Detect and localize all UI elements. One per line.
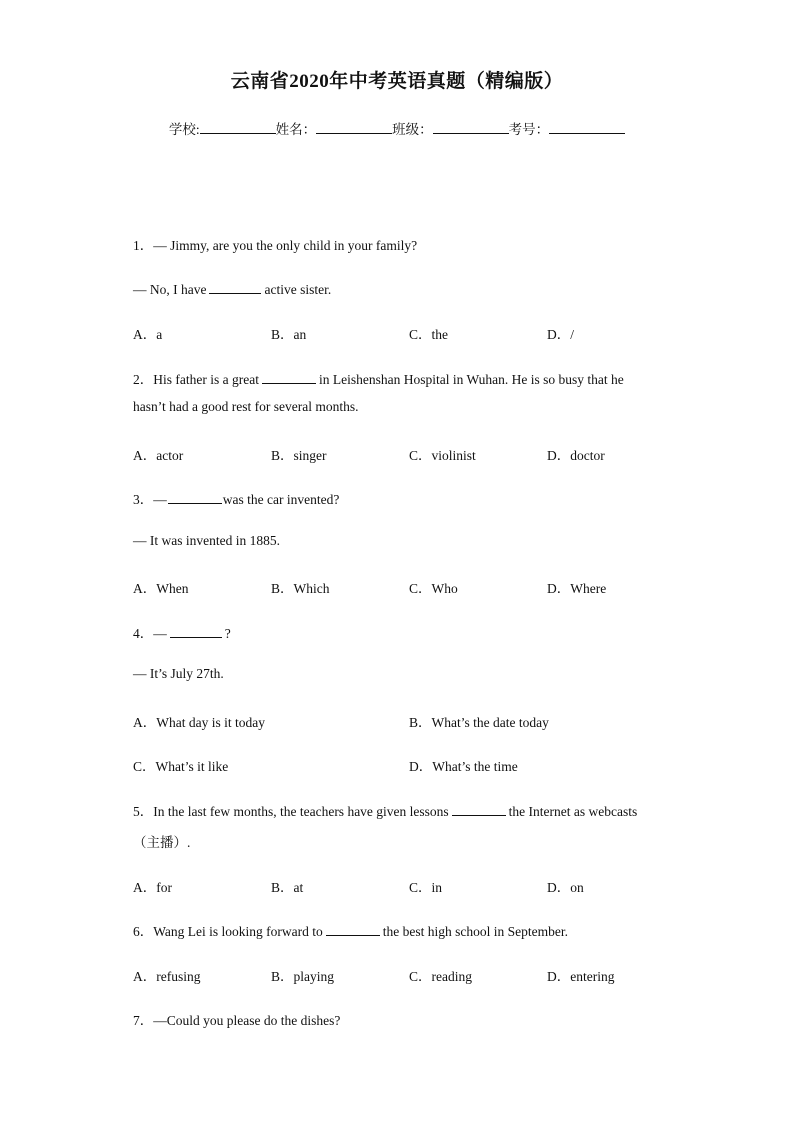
option-b: B．an xyxy=(271,327,307,342)
option-b: B．Which xyxy=(271,581,330,596)
question-text: Wang Lei is looking forward to xyxy=(153,924,323,939)
answer-blank xyxy=(209,279,261,294)
question-text: the best high school in September. xyxy=(382,924,568,939)
question-number: 7． xyxy=(133,1013,154,1028)
option-d: D．on xyxy=(547,880,584,895)
option-c: C．reading xyxy=(409,969,472,984)
option-d: D．/ xyxy=(547,327,574,342)
question-5-stem xyxy=(133,800,637,820)
answer-blank xyxy=(170,623,222,638)
option-a: A．When xyxy=(133,581,189,596)
page-title: 云南省2020年中考英语真题（精编版） xyxy=(230,71,564,92)
question-text: — xyxy=(153,626,167,641)
option-b: B．playing xyxy=(271,969,334,984)
question-5-stem-cont: （主播）. xyxy=(133,835,191,850)
option-d: D．entering xyxy=(547,969,615,984)
option-c: C．violinist xyxy=(409,448,476,463)
school-field[interactable] xyxy=(200,119,276,134)
question-text: ? xyxy=(224,626,231,641)
name-label: 姓名： xyxy=(275,122,317,137)
question-number: 3． xyxy=(133,492,154,507)
question-text: — Jimmy, are you the only child in your family? xyxy=(153,238,418,253)
id-field[interactable] xyxy=(549,119,625,134)
question-text: — No, I have xyxy=(133,282,207,297)
id-label: 考号： xyxy=(508,122,550,137)
question-number: 1． xyxy=(133,238,154,253)
student-info-line xyxy=(0,118,794,138)
question-text: In the last few months, the teachers have given lessons xyxy=(153,804,449,819)
option-c: C．Who xyxy=(409,581,458,596)
question-4-reply: — It’s July 27th. xyxy=(133,666,224,681)
question-number: 4． xyxy=(133,626,154,641)
answer-blank xyxy=(452,801,506,816)
question-2-stem xyxy=(133,368,624,388)
option-c: C．the xyxy=(409,327,448,342)
option-d: D．Where xyxy=(547,581,607,596)
school-label: 学校: xyxy=(168,122,200,137)
question-4-stem xyxy=(133,622,231,642)
option-d: D．doctor xyxy=(547,448,605,463)
question-text: — xyxy=(153,492,167,507)
question-7-stem xyxy=(133,1009,340,1029)
question-text: His father is a great xyxy=(153,372,259,387)
question-1-reply xyxy=(133,279,331,298)
option-b: B．singer xyxy=(271,448,327,463)
question-1-stem xyxy=(133,234,417,254)
question-text: in Leishenshan Hospital in Wuhan. He is so busy that he xyxy=(318,372,624,387)
option-a: A．refusing xyxy=(133,969,201,984)
option-a: A．actor xyxy=(133,448,184,463)
answer-blank xyxy=(326,921,380,936)
question-number: 6． xyxy=(133,924,154,939)
class-label: 班级： xyxy=(392,122,433,137)
option-c: C．What’s it like xyxy=(133,759,229,774)
name-field[interactable] xyxy=(316,119,392,134)
option-a: A．What day is it today xyxy=(133,715,265,730)
option-c: C．in xyxy=(409,880,443,895)
option-b: B．What’s the date today xyxy=(409,715,549,730)
option-a: A．for xyxy=(133,880,172,895)
question-number: 5． xyxy=(133,804,154,819)
question-2-stem-cont: hasn’t had a good rest for several months. xyxy=(133,399,359,414)
question-text: was the car invented? xyxy=(222,492,340,507)
question-text: active sister. xyxy=(264,282,332,297)
option-b: B．at xyxy=(271,880,304,895)
question-6-stem xyxy=(133,920,568,940)
answer-blank xyxy=(168,489,222,504)
question-text: —Could you please do the dishes? xyxy=(153,1013,341,1028)
option-d: D．What’s the time xyxy=(409,759,518,774)
question-3-stem xyxy=(133,488,339,508)
option-a: A．a xyxy=(133,327,163,342)
question-3-reply: — It was invented in 1885. xyxy=(133,533,280,548)
class-field[interactable] xyxy=(433,119,509,134)
question-number: 2． xyxy=(133,372,154,387)
answer-blank xyxy=(262,369,316,384)
question-text: the Internet as webcasts xyxy=(508,804,638,819)
